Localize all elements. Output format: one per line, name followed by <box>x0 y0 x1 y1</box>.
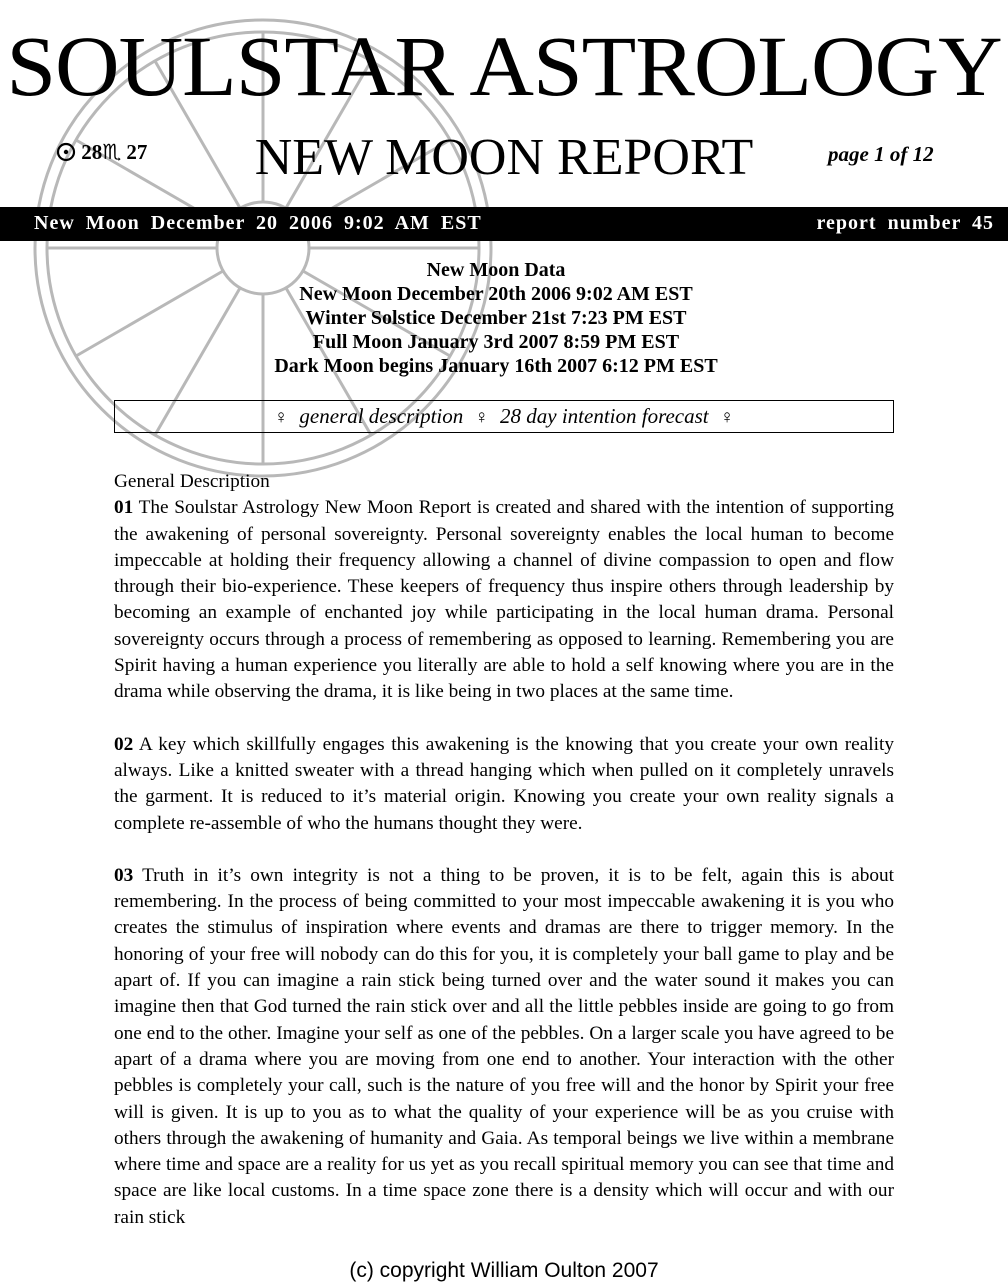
paragraph-text: The Soulstar Astrology New Moon Report is created and shared with the intention of supporting the awakening of personal sovereignty. Personal sovereignty enables the local human to become impeccable at holding their frequency allowing a channel of divine compassion to open and flow through their bio-experience. These keepers of frequency thus inspire others through leadership by becoming an example of enchanted joy while participating in the local human drama. Personal sovereignty occurs through a process of remembering as opposed to learning. Remembering you are Spirit having a human experience you literally are able to hold a self knowing where you are in the drama while observing the drama, it is like being in two places at the same time. <box>114 497 894 703</box>
paragraph <box>114 863 894 1231</box>
new-moon-data <box>0 258 992 378</box>
copyright-footer: (c) copyright William Oulton 2007 <box>349 1259 659 1282</box>
moon-data-line: Dark Moon begins January 16th 2007 6:12 PM EST <box>274 355 718 377</box>
moon-data-line: Winter Solstice December 21st 7:23 PM EST <box>305 307 687 329</box>
paragraph <box>114 495 894 705</box>
moon-data-line: Full Moon January 3rd 2007 8:59 PM EST <box>312 331 680 353</box>
paragraph-text: Truth in it’s own integrity is not a thing to be proven, it is to be felt, again this is about remembering. In the process of being committed to your most impeccable awakening it is you who creates the stimulus of inspiration where events and dramas are there to trigger memory. In the honoring of your free will nobody can do this for you, it is completely your ball game to play and be apart of. If you can imagine a rain stick being turned over and the water sound it makes you can imagine then that God turned the rain stick over and all the little pebbles inside are going to go from one end to the other. Imagine your self as one of the pebbles. On a larger scale you have agreed to be apart of a drama where you are moving from one end to another. Your interaction with the other pebbles is completely your call, such is the nature of you free will and the honor by Spirit your free will is given. It is up to you as to what the quality of your experience will be as you cruise with others through the awakening of humanity and Gaia. As temporal beings we live within a membrane where time and space are a reality for us yet as you recall spiritual memory you can see that time and space are like local customs. In a time space zone there is a density which will occur and with our rain stick <box>114 864 894 1228</box>
paragraph-text: A key which skillfully engages this awakening is the knowing that you create your own reality always. Like a knitted sweater with a thread hanging which when pulled on it completely unravels the garment. It is reduced to it’s material origin. Knowing you create your own reality signals a complete re-assemble of who the humans thought they were. <box>114 733 894 834</box>
nav-link-intention-forecast[interactable]: 28 day intention forecast <box>500 404 709 428</box>
venus-icon: ♀ <box>719 407 735 428</box>
venus-icon: ♀ <box>474 407 489 428</box>
paragraph-number: 01 <box>114 497 134 519</box>
section-nav <box>114 400 894 433</box>
section-title: General Description <box>114 471 270 492</box>
venus-icon: ♀ <box>273 407 289 428</box>
nav-link-general-description[interactable]: general description <box>299 404 464 428</box>
paragraph-number: 02 <box>114 733 134 755</box>
moon-data-line: New Moon December 20th 2006 9:02 AM EST <box>299 283 693 305</box>
page-number: page 1 of 12 <box>828 142 934 166</box>
main-title: SOULSTAR ASTROLOGY <box>6 18 1002 114</box>
moon-data-heading: New Moon Data <box>426 259 566 281</box>
report-number: report number 45 <box>816 212 994 234</box>
new-moon-date: New Moon December 20 2006 9:02 AM EST <box>34 212 482 234</box>
report-body <box>114 469 894 1257</box>
paragraph-number: 03 <box>114 864 134 886</box>
sun-degree: 28 <box>81 140 103 164</box>
report-info-bar <box>0 207 1008 241</box>
paragraph <box>114 732 894 837</box>
scorpio-glyph-icon: ♏ <box>102 140 122 164</box>
report-subtitle: NEW MOON REPORT <box>254 129 754 186</box>
sun-minutes: 27 <box>126 140 148 164</box>
